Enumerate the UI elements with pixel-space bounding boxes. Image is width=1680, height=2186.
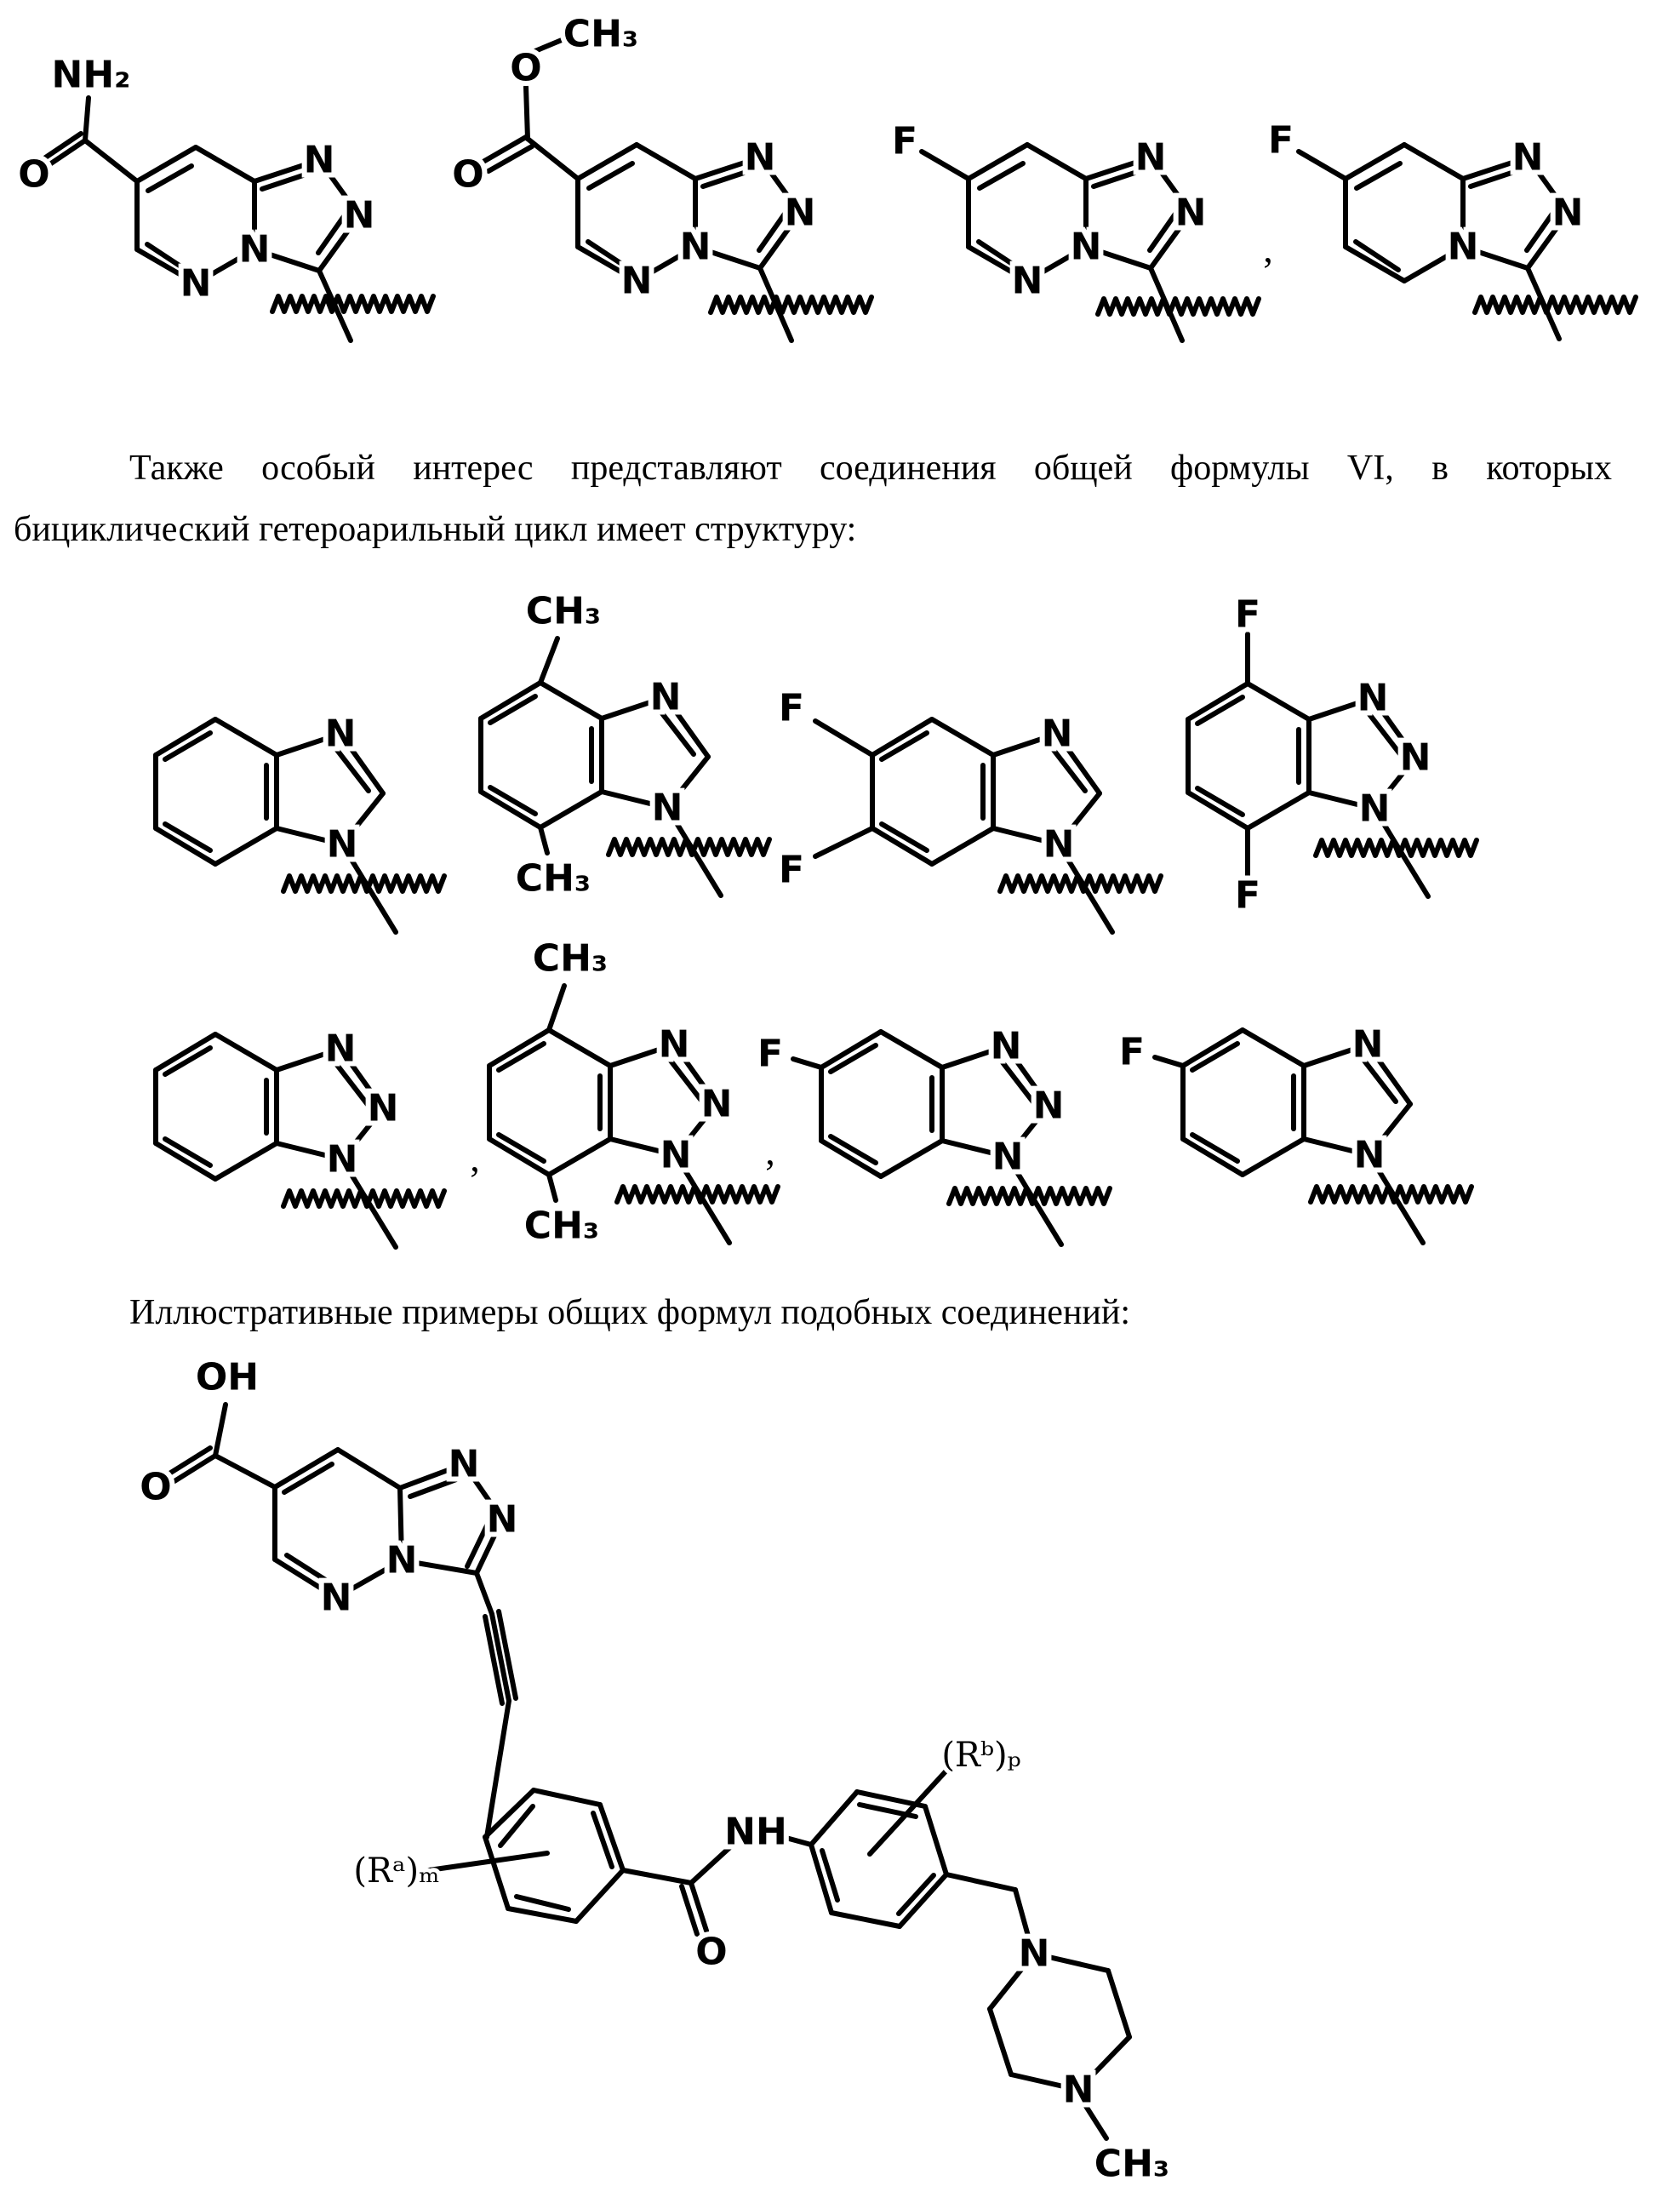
- atom-label-oh: OH: [195, 1355, 260, 1399]
- atom-label-f: F: [1234, 873, 1261, 918]
- atom-label-ch3: CH₃: [1094, 2142, 1170, 2186]
- structure-triazolopyridazine-carboxamide: [18, 54, 433, 341]
- atom-label-n: N: [1043, 822, 1075, 867]
- wavy-bond: [617, 1187, 778, 1202]
- atom-label-n: N: [303, 138, 335, 182]
- paragraph-formula-vi-line1: Также особый интерес представляют соединения общей формулы VI, в которых: [129, 449, 1612, 488]
- atom-label-n: N: [1134, 135, 1167, 180]
- atom-label-n: N: [1018, 1931, 1050, 1976]
- atom-label-o: O: [140, 1465, 172, 1509]
- paragraph-formula-vi-line2: бициклический гетероарильный цикл имеет структуру:: [14, 510, 857, 549]
- atom-label-o: O: [18, 152, 50, 197]
- atom-label-n: N: [320, 1576, 352, 1620]
- wavy-bond: [283, 1191, 444, 1206]
- wavy-bond: [1311, 1187, 1471, 1202]
- structure-difluorobenzotriazole: [1188, 593, 1477, 918]
- wavy-bond: [609, 839, 769, 855]
- structure-triazolopyridazine-methyl-ester: [452, 13, 871, 341]
- structure-fluorobenzotriazole: [757, 1025, 1110, 1245]
- atom-label-n: N: [1399, 735, 1431, 780]
- atom-label-f: F: [1267, 118, 1294, 163]
- atom-label-n: N: [1032, 1084, 1065, 1128]
- atom-label-n: N: [1070, 225, 1102, 269]
- atom-label-n: N: [649, 675, 682, 719]
- atom-label-n: N: [1351, 1022, 1384, 1067]
- atom-label-nh2: NH₂: [51, 53, 131, 97]
- wavy-bond: [711, 297, 871, 312]
- wavy-bond: [1316, 840, 1477, 856]
- atom-label-f: F: [757, 1032, 784, 1076]
- atom-label-n: N: [1447, 225, 1479, 269]
- atom-label-n: N: [744, 135, 776, 180]
- wavy-bond: [283, 876, 444, 891]
- atom-label-n: N: [180, 261, 212, 306]
- atom-label-f: F: [778, 848, 805, 892]
- atom-label-ch3: CH₃: [532, 936, 609, 981]
- structure-difluorobenzimidazole: [779, 687, 1161, 933]
- atom-label-n: N: [367, 1086, 399, 1130]
- atom-label-o: O: [510, 46, 542, 90]
- paragraph-illustrative-examples: Иллюстративные примеры общих формул подобных соединений:: [129, 1293, 1131, 1332]
- atom-label-n: N: [658, 1022, 690, 1067]
- atom-label-n: N: [651, 786, 683, 830]
- atom-label-n: N: [238, 227, 271, 272]
- atom-label-n: N: [386, 1538, 418, 1582]
- atom-label-n: N: [324, 712, 357, 756]
- atom-label-ch3: CH₃: [515, 856, 591, 901]
- atom-label-n: N: [1062, 2068, 1094, 2112]
- wavy-bond: [1000, 876, 1161, 891]
- atom-label-n: N: [990, 1024, 1022, 1068]
- substituent-label-ra: (Rᵃ)ₘ: [353, 1851, 440, 1891]
- atom-label-n: N: [620, 259, 653, 303]
- wavy-bond: [1098, 299, 1259, 314]
- atom-label-n: N: [326, 822, 358, 867]
- atom-label-n: N: [679, 225, 711, 269]
- atom-label-n: N: [1041, 712, 1073, 756]
- structure-dimethylbenzimidazole: [481, 590, 769, 901]
- atom-label-n: N: [1353, 1133, 1386, 1177]
- atom-label-o: O: [695, 1930, 728, 1974]
- atom-label-n: N: [1551, 191, 1584, 235]
- wavy-bond: [272, 296, 433, 312]
- structure-benzotriazole: [156, 1027, 444, 1248]
- wavy-bond: [1475, 297, 1636, 312]
- atom-label-n: N: [1358, 787, 1391, 831]
- atom-label-ch3: CH₃: [563, 12, 639, 56]
- substituent-label-rb: (Rᵇ)ₚ: [941, 1736, 1021, 1775]
- atom-label-n: N: [486, 1497, 518, 1542]
- atom-label-n: N: [1011, 259, 1043, 303]
- atom-label-n: N: [343, 193, 375, 237]
- atom-label-n: N: [784, 191, 816, 235]
- atom-label-n: N: [991, 1135, 1024, 1179]
- separator-comma: ,: [1263, 226, 1273, 271]
- atom-label-ch3: CH₃: [523, 1204, 600, 1248]
- atom-label-f: F: [1118, 1030, 1146, 1074]
- atom-label-n: N: [448, 1442, 480, 1486]
- separator-comma: ,: [470, 1136, 480, 1180]
- structure-fluoro-triazolopyridazine: [892, 120, 1259, 341]
- atom-label-n: N: [660, 1133, 692, 1177]
- atom-label-f: F: [1234, 592, 1261, 637]
- separator-comma: ,: [765, 1129, 775, 1173]
- atom-label-n: N: [1174, 191, 1207, 235]
- atom-label-nh: NH: [724, 1810, 787, 1854]
- structure-benzimidazole: [156, 712, 444, 933]
- structure-fluoro-triazolopyridine: [1268, 119, 1636, 340]
- atom-label-n: N: [1357, 676, 1389, 720]
- atom-label-f: F: [891, 119, 918, 163]
- wavy-bond: [949, 1188, 1110, 1204]
- structure-fluorobenzimidazole: [1119, 1023, 1471, 1244]
- atom-label-o: O: [452, 152, 484, 197]
- atom-label-ch3: CH₃: [525, 589, 602, 633]
- structure-example-compound: [140, 1356, 1169, 2186]
- atom-label-n: N: [700, 1082, 733, 1126]
- structure-dimethylbenzotriazole: [489, 937, 778, 1248]
- atom-label-n: N: [1511, 135, 1544, 180]
- atom-label-f: F: [778, 686, 805, 730]
- atom-label-n: N: [326, 1137, 358, 1182]
- atom-label-n: N: [324, 1027, 357, 1071]
